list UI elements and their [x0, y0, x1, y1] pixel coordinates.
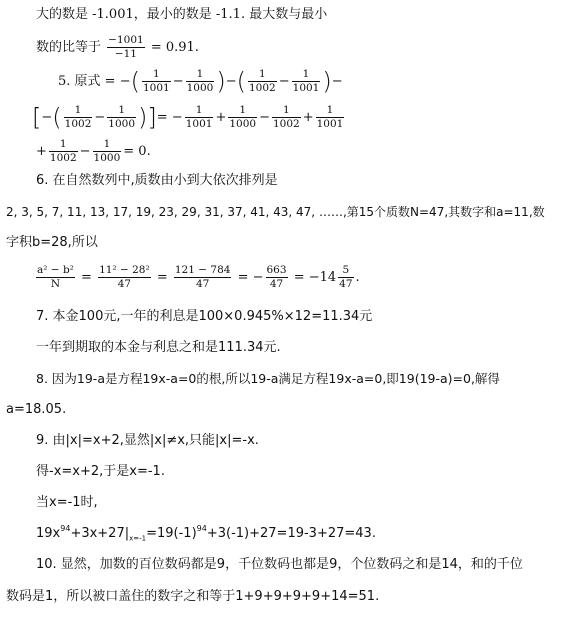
p6-line-3: 字积b=28,所以	[6, 235, 98, 250]
p9-line-2: 得-x=x+2,于是x=-1.	[36, 464, 165, 479]
p6-line-2: 2, 3, 5, 7, 11, 13, 17, 19, 23, 29, 31, 37, 41, 43, 47, ……,第15个质数N=47,其数字和a=11,数	[6, 205, 545, 219]
p7-line-1: 7. 本金100元,一年的利息是100×0.945%×12=11.34元	[36, 309, 373, 324]
p5-line-2: 数的比等于 $\frac{-1001}{-11}$ = 0.91.	[36, 34, 199, 60]
p5-line-5: + $\frac{1}{1002}$ − $\frac{1}{1000}$ = 0.	[36, 138, 151, 164]
p10-line-1: 10. 显然，加数的百位数码都是9，千位数码也都是9，个位数码之和是14，和的千位	[36, 557, 523, 572]
p5-line-1: 大的数是 -1.001，最小的数是 -1.1. 最大数与最小	[36, 7, 328, 22]
p9-line-1: 9. 由|x|=x+2,显然|x|≠x,只能|x|=-x.	[36, 433, 259, 448]
p6-line-1: 6. 在自然数列中,质数由小到大依次排列是	[36, 173, 278, 188]
ratio-fraction: $\frac{-1001}{-11}$	[108, 34, 144, 60]
p8-line-2: a=18.05.	[6, 402, 67, 417]
p6-formula: $\frac{\text{a² − b²}}{N}$ = $\frac{\text{11² − 28²}}{47}$ = $\frac{121 - 784}{47}$ = − $\frac{663}{47}$ = −14 $\frac{5}{47}$ .	[37, 264, 360, 290]
p10-line-2: 数码是1，所以被口盖住的数字之和等于1+9+9+9+9+14=51.	[6, 589, 380, 604]
p5-line-3: 5. 原式 = −( $\frac{1}{1001}$ − $\frac{1}{1000}$ )−( $\frac{1}{1002}$ − $\frac{1}{1001}$ )−	[58, 67, 343, 96]
p5-line-4: [−( $\frac{1}{1002}$ − $\frac{1}{1000}$ )]= − $\frac{1}{1001}$ + $\frac{1}{1000}$ − $\frac{1}{1002}$ + $\frac{1}{1001}$	[32, 103, 344, 132]
p7-line-2: 一年到期取的本金与利息之和是111.34元.	[36, 340, 281, 355]
p9-line-4: $19x^{94}+3x+27|_{x=-1}=19(-1)^{94}+3(-1)+27=19-3+27=43$.	[36, 524, 376, 543]
p8-line-1: 8. 因为19-a是方程19x-a=0的根,所以19-a满足方程19x-a=0,即19(19-a)=0,解得	[36, 371, 500, 386]
p9-line-3: 当x=-1时,	[36, 495, 98, 510]
